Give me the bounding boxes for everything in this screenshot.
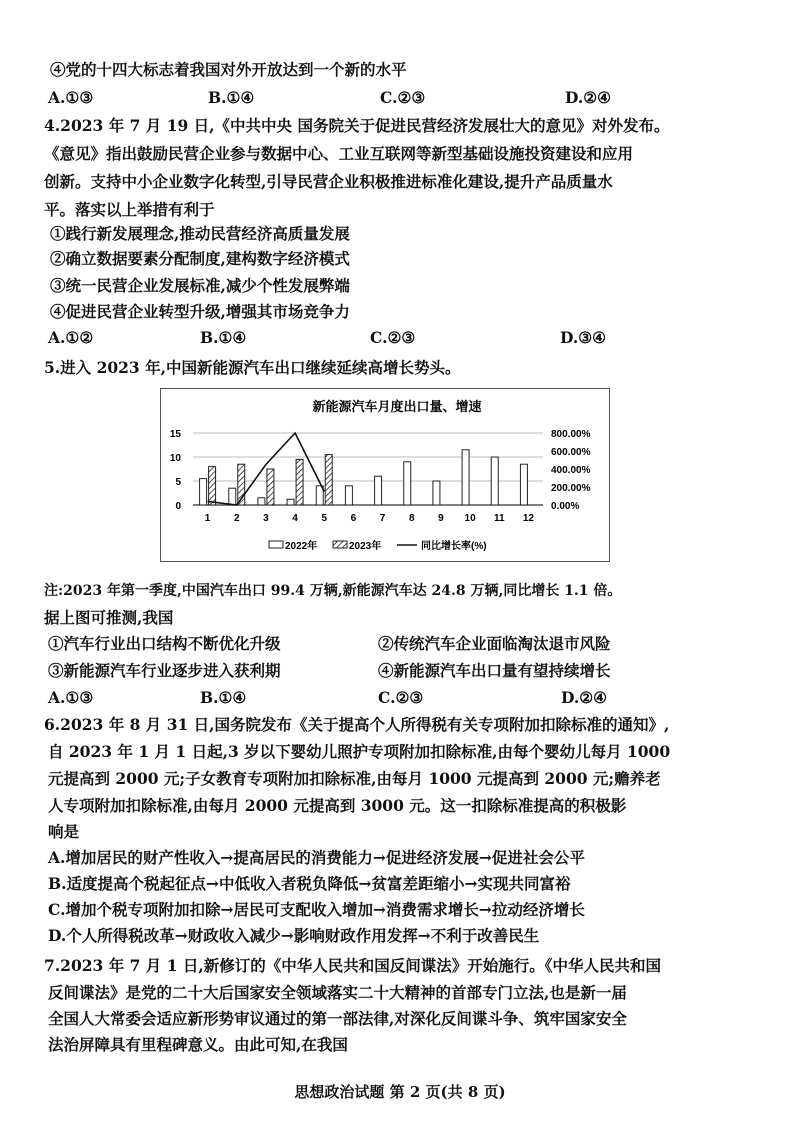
chart-marks	[170, 429, 591, 552]
x-tick-label: 3	[263, 513, 269, 524]
q6-choice-d[interactable]: D.个人所得税改革→财政收入减少→影响财政作用发挥→不利于改善民生	[48, 926, 540, 945]
y-right-tick-label: 800.00%	[551, 429, 591, 440]
prev-option-d[interactable]: D.②④	[565, 88, 612, 107]
q5-items-row-1	[48, 631, 748, 657]
q4-stem-line-3: 创新。支持中小企业数字化转型,引导民营企业积极推进标准化建设,提升产品质量水	[44, 172, 613, 191]
growth-rate-line	[208, 433, 325, 505]
bar-2022	[520, 464, 527, 505]
prev-option-a[interactable]: A.①③	[48, 88, 94, 107]
prev-item-4: ④党的十四大标志着我国对外开放达到一个新的水平	[50, 60, 407, 79]
q7-stem-line-4: 法治屏障具有里程碑意义。由此可知,在我国	[48, 1035, 348, 1054]
bar-2022	[404, 462, 411, 505]
q6-stem-line-3: 元提高到 2000 元;子女教育专项附加扣除标准,由每月 1000 元提高到 2000 元;赡养老	[48, 769, 661, 788]
q5-item-2: ②传统汽车企业面临淘汰退市风险	[378, 634, 611, 653]
legend-label-2023: 2023年	[349, 541, 382, 552]
legend-swatch-2022	[269, 541, 283, 548]
q5-option-d[interactable]: D.②④	[561, 688, 608, 707]
bar-2023	[209, 467, 216, 505]
q7-stem-line-1: 7.2023 年 7 月 1 日,新修订的《中华人民共和国反间谍法》开始施行。《中华人民共和国	[44, 956, 662, 975]
y-left-tick-label: 15	[169, 429, 181, 440]
bar-2023	[267, 469, 274, 505]
q5-option-b[interactable]: B.①④	[200, 688, 247, 707]
x-tick-label: 9	[438, 513, 444, 524]
legend-label-growth: 同比增长率(%)	[421, 541, 487, 552]
q5-options	[48, 685, 748, 711]
q6-stem-line-5: 响是	[48, 822, 80, 841]
q5-option-a[interactable]: A.①③	[48, 688, 94, 707]
chart-svg	[161, 389, 609, 561]
x-tick-label: 11	[493, 513, 505, 524]
q5-items-row-2	[48, 658, 748, 684]
q4-item-4: ④促进民营企业转型升级,增强其市场竞争力	[50, 302, 350, 321]
x-tick-label: 10	[464, 513, 476, 524]
y-right-tick-label: 200.00%	[551, 483, 591, 494]
q5-note: 注:2023 年第一季度,中国汽车出口 99.4 万辆,新能源汽车达 24.8 万辆,同比增长 1.1 倍。	[44, 583, 622, 599]
q5-item-1: ①汽车行业出口结构不断优化升级	[48, 634, 281, 653]
q4-item-1: ①践行新发展理念,推动民营经济高质量发展	[50, 224, 350, 243]
prev-options	[48, 85, 748, 111]
x-tick-label: 1	[204, 513, 211, 524]
q7-stem-line-3: 全国人大常委会适应新形势审议通过的第一部法律,对深化反间谍斗争、筑牢国家安全	[48, 1009, 627, 1028]
bar-2022	[258, 498, 265, 505]
legend-label-2022: 2022年	[285, 541, 318, 552]
q4-stem-line-1: 4.2023 年 7 月 19 日,《中共中央 国务院关于促进民营经济发展壮大的意见》对外发布。	[44, 116, 670, 135]
prev-option-c[interactable]: C.②③	[380, 88, 426, 107]
q5-prompt: 据上图可推测,我国	[44, 608, 174, 627]
q5-stem: 5.进入 2023 年,中国新能源汽车出口继续延续高增长势头。	[44, 358, 461, 377]
q6-choice-a[interactable]: A.增加居民的财产性收入→提高居民的消费能力→促进经济发展→促进社会公平	[48, 848, 585, 867]
y-left-tick-label: 5	[175, 477, 181, 488]
x-tick-label: 12	[522, 513, 534, 524]
bar-2022	[287, 499, 294, 505]
bar-2022	[375, 476, 382, 505]
q6-choice-c[interactable]: C.增加个税专项附加扣除→居民可支配收入增加→消费需求增长→拉动经济增长	[48, 900, 585, 919]
chart-title: 新能源汽车月度出口量、增速	[312, 399, 482, 414]
y-left-tick-label: 0	[175, 501, 181, 512]
bar-2022	[462, 450, 469, 505]
q4-item-3: ③统一民营企业发展标准,减少个性发展弊端	[50, 276, 350, 295]
bar-2022	[229, 488, 236, 505]
q6-stem-line-2: 自 2023 年 1 月 1 日起,3 岁以下婴幼儿照护专项附加扣除标准,由每个婴幼儿每月 1000	[48, 742, 671, 761]
bar-2022	[433, 481, 440, 505]
x-tick-label: 5	[321, 513, 328, 524]
y-right-tick-label: 600.00%	[551, 447, 591, 458]
q4-options	[48, 325, 748, 351]
y-left-tick-label: 10	[169, 453, 181, 464]
x-tick-label: 6	[350, 513, 357, 524]
y-right-tick-label: 0.00%	[551, 501, 580, 512]
bar-2023	[325, 455, 332, 505]
page-footer: 思想政治试题 第 2 页(共 8 页)	[294, 1083, 506, 1101]
prev-option-b[interactable]: B.①④	[208, 88, 255, 107]
q4-item-2: ②确立数据要素分配制度,建构数字经济模式	[50, 249, 350, 268]
y-right-tick-label: 400.00%	[551, 465, 591, 476]
q4-option-b[interactable]: B.①④	[200, 328, 247, 347]
q7-stem-line-2: 反间谍法》是党的二十大后国家安全领域落实二十大精神的首部专门立法,也是新一届	[48, 983, 627, 1002]
bar-2022	[200, 479, 207, 505]
bar-2022	[491, 457, 498, 505]
q6-choice-b[interactable]: B.适度提高个税起征点→中低收入者税负降低→贫富差距缩小→实现共同富裕	[48, 874, 571, 893]
x-tick-label: 8	[408, 513, 415, 524]
q4-option-d[interactable]: D.③④	[560, 328, 607, 347]
q4-option-c[interactable]: C.②③	[370, 328, 416, 347]
q5-option-c[interactable]: C.②③	[378, 688, 424, 707]
q4-stem-line-4: 平。落实以上举措有利于	[44, 200, 215, 219]
q5-item-3: ③新能源汽车行业逐步进入获利期	[48, 661, 281, 680]
legend-swatch-2023	[333, 541, 347, 548]
bar-2022	[345, 486, 352, 505]
x-tick-label: 7	[379, 513, 386, 524]
q5-item-4: ④新能源汽车出口量有望持续增长	[378, 661, 611, 680]
q6-stem-line-4: 人专项附加扣除标准,由每月 2000 元提高到 3000 元。这一扣除标准提高的积极影	[48, 796, 627, 815]
q4-option-a[interactable]: A.①②	[48, 328, 94, 347]
x-tick-label: 2	[233, 513, 240, 524]
x-tick-label: 4	[292, 513, 298, 524]
bar-2023	[296, 459, 303, 505]
export-chart	[160, 388, 610, 562]
q6-stem-line-1: 6.2023 年 8 月 31 日,国务院发布《关于提高个人所得税有关专项附加扣除标准的通知》,	[44, 715, 670, 734]
q4-stem-line-2: 《意见》指出鼓励民营企业参与数据中心、工业互联网等新型基础设施投资建设和应用	[44, 144, 634, 163]
